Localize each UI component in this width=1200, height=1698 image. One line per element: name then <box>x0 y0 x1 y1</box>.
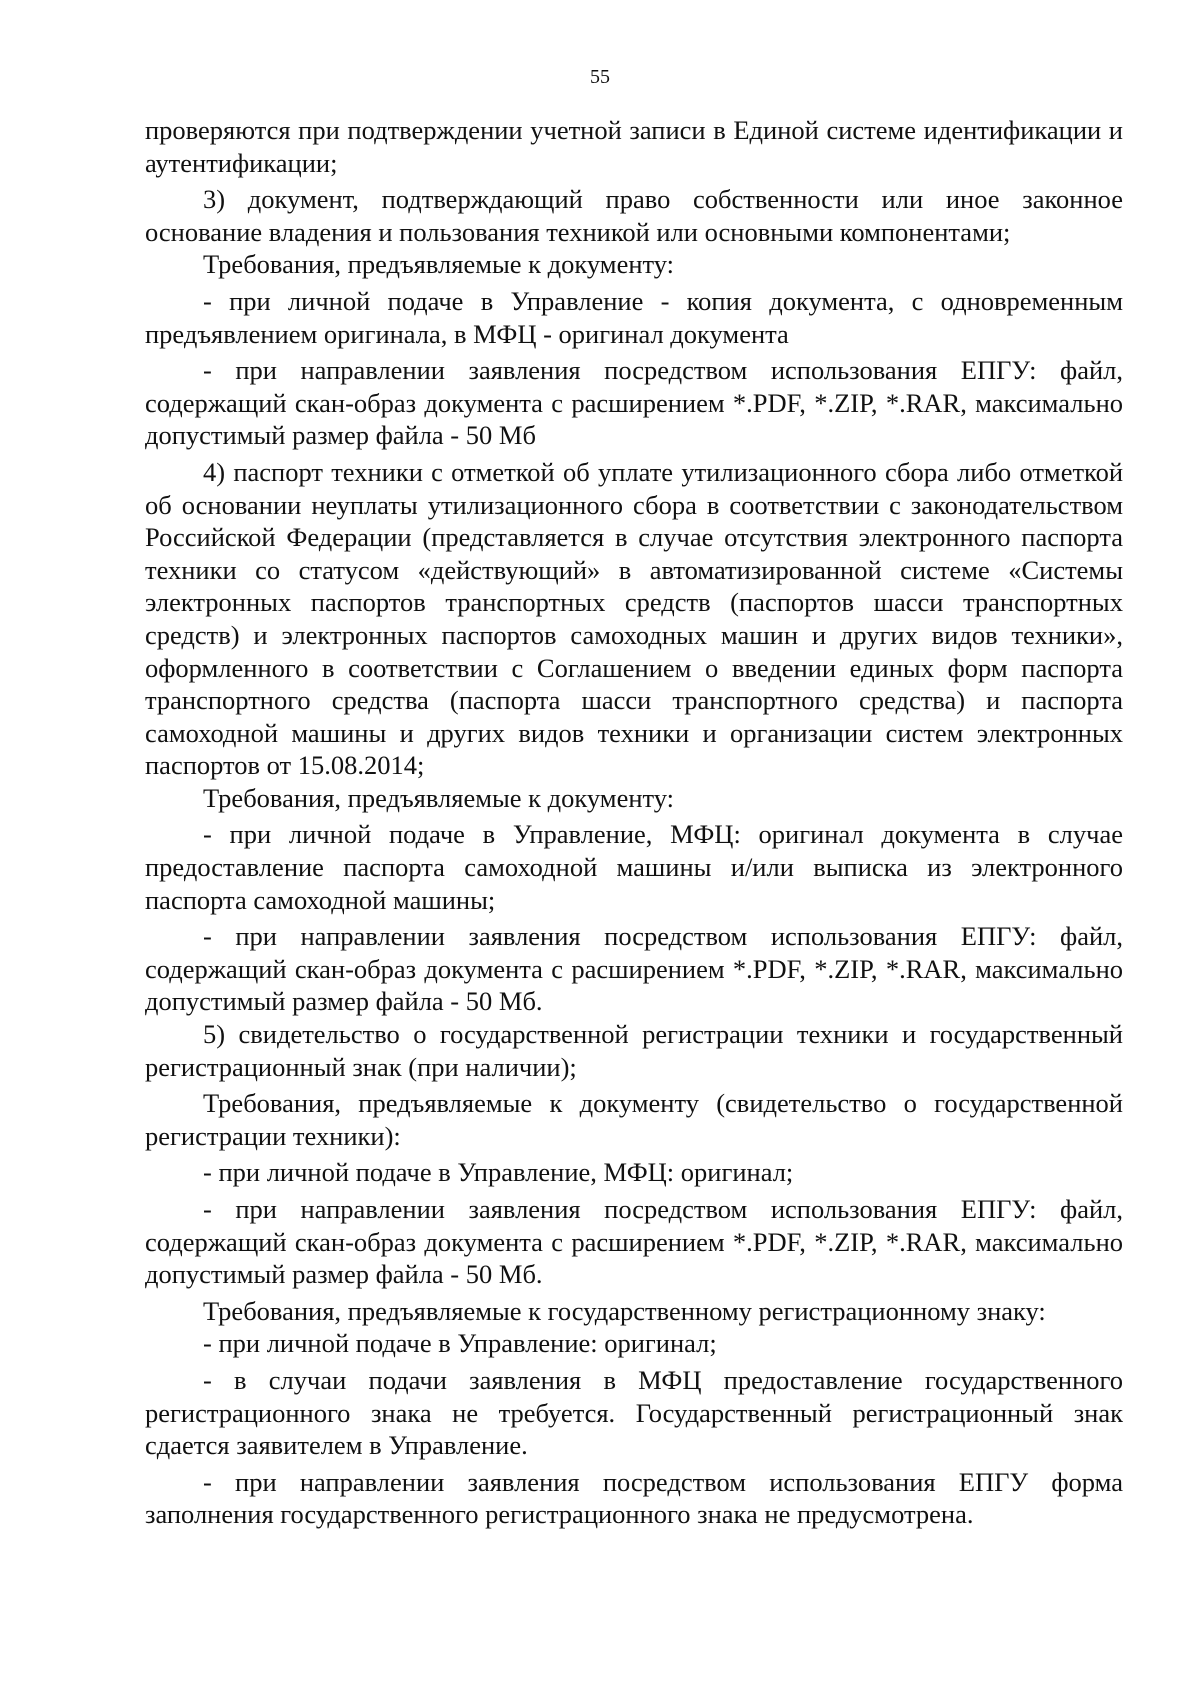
paragraph: 4) паспорт техники с отметкой об уплате утилизационного сбора либо отметкой об основании неуплаты утилизационного сбора в соответствии с законодательством Российской Федерации (представляется в случае отсутствия электронного паспорта техники со статусом «действующий» в автоматизированной системе «Системы электронных паспортов транспортных средств (паспортов шасси транспортных средств) и электронных паспортов самоходных машин и других видов техники», оформленного в соответствии с Соглашением о введении единых форм паспорта транспортного средства (паспорта шасси транспортного средства) и паспорта самоходной машины и других видов техники и организации систем электронных паспортов от 15.08.2014; <box>145 456 1123 781</box>
paragraph: Требования, предъявляемые к документу (свидетельство о государственной регистрации техники): <box>145 1088 1123 1151</box>
list-item: - при личной подаче в Управление, МФЦ: оригинал; <box>203 1157 794 1188</box>
paragraph: проверяются при подтверждении учетной записи в Единой системе идентификации и аутентификации; <box>145 115 1123 178</box>
list-item: - при личной подаче в Управление - копия документа, с одновременным предъявлением оригинала, в МФЦ - оригинал документа <box>145 285 1123 349</box>
page-number: 55 <box>590 66 610 88</box>
list-item: - при направлении заявления посредством использования ЕПГУ: файл, содержащий скан-образ документа с расширением *.PDF, *.ZIP, *.RAR, максимально допустимый размер файла - 50 Мб. <box>145 1194 1123 1290</box>
list-item: - в случаи подачи заявления в МФЦ предоставление государственного регистрационного знака не требуется. Государственный регистрационный знак сдается заявителем в Управление. <box>145 1364 1123 1461</box>
paragraph: Требования, предъявляемые к государственному регистрационному знаку: <box>203 1295 1046 1326</box>
list-item: - при направлении заявления посредством использования ЕПГУ: файл, содержащий скан-образ документа с расширением *.PDF, *.ZIP, *.RAR, максимально допустимый размер файла - 50 Мб. <box>145 921 1123 1017</box>
document-body <box>145 114 1123 1531</box>
list-item: - при направлении заявления посредством использования ЕПГУ форма заполнения государственного регистрационного знака не предусмотрена. <box>145 1466 1123 1530</box>
paragraph: Требования, предъявляемые к документу: <box>203 249 675 280</box>
list-item: - при личной подаче в Управление: оригинал; <box>203 1328 717 1359</box>
paragraph: 5) свидетельство о государственной регистрации техники и государственный регистрационный знак (при наличии); <box>145 1019 1123 1082</box>
paragraph: Требования, предъявляемые к документу: <box>203 782 675 813</box>
paragraph: 3) документ, подтверждающий право собственности или иное законное основание владения и пользования техникой или основными компонентами; <box>145 184 1123 247</box>
list-item: - при направлении заявления посредством использования ЕПГУ: файл, содержащий скан-образ документа с расширением *.PDF, *.ZIP, *.RAR, максимально допустимый размер файла - 50 Мб <box>145 355 1123 451</box>
list-item: - при личной подаче в Управление, МФЦ: оригинал документа в случае предоставление паспорта самоходной машины и/или выписка из электронного паспорта самоходной машины; <box>145 819 1123 915</box>
